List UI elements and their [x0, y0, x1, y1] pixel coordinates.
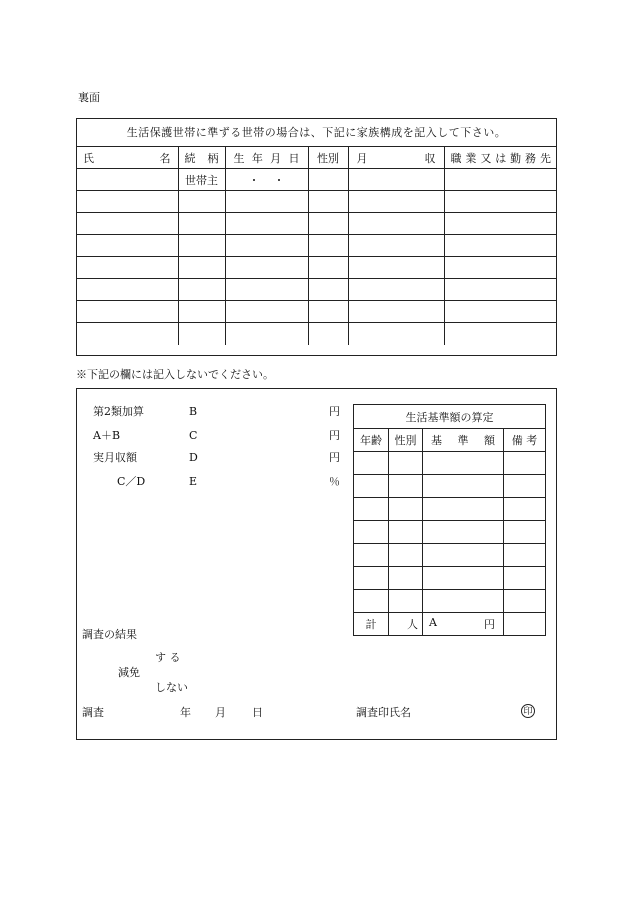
table-row [76, 323, 557, 345]
income-cell[interactable] [348, 279, 444, 301]
birthdate-cell[interactable] [225, 213, 308, 235]
income-cell[interactable] [348, 169, 444, 191]
calc-label-d: 実月収額 [93, 451, 137, 464]
gender-cell[interactable] [308, 257, 348, 279]
header-occupation: 職 業 又 は 勤 務 先 [444, 147, 557, 169]
occupation-cell[interactable] [444, 279, 557, 301]
occupation-cell[interactable] [444, 235, 557, 257]
survey-year: 年 [180, 706, 191, 719]
relation-cell[interactable] [178, 323, 225, 345]
header-amount: 基 準 額 [423, 429, 504, 452]
name-cell[interactable] [76, 191, 178, 213]
calc-label-e: C／D [117, 475, 146, 488]
header-row [76, 147, 557, 169]
page-label: 裏面 [78, 91, 100, 104]
gender-cell[interactable] [308, 301, 348, 323]
total-amount: A 円 [423, 613, 504, 636]
standard-amount-table [353, 404, 546, 636]
header-gender: 性別 [389, 429, 423, 452]
name-cell[interactable] [76, 213, 178, 235]
header-income: 月 収 [348, 147, 444, 169]
gender-cell[interactable] [308, 191, 348, 213]
seal-mark: 印 [521, 704, 535, 718]
result-shinai: しない [155, 681, 188, 694]
table-row [354, 475, 546, 498]
relation-cell[interactable] [178, 279, 225, 301]
relation-cell: 世帯主 [178, 169, 225, 191]
income-cell[interactable] [348, 257, 444, 279]
gender-cell[interactable] [308, 279, 348, 301]
calc-unit-b: 円 [329, 405, 340, 418]
occupation-cell[interactable] [444, 191, 557, 213]
table-row [76, 169, 557, 191]
name-cell[interactable] [76, 323, 178, 345]
survey-label: 調査 [82, 706, 104, 719]
name-cell[interactable] [76, 257, 178, 279]
calc-code-e: E [189, 475, 198, 488]
header-name: 氏 名 [76, 147, 178, 169]
family-table [76, 146, 557, 345]
birthdate-cell[interactable] [225, 191, 308, 213]
household-instruction: 生活保護世帯に準ずる世帯の場合は、下記に家族構成を記入して下さい。 [77, 119, 556, 147]
calc-unit-d: 円 [329, 451, 340, 464]
occupation-cell[interactable] [444, 323, 557, 345]
income-cell[interactable] [348, 235, 444, 257]
income-cell[interactable] [348, 191, 444, 213]
gender-cell[interactable] [308, 213, 348, 235]
table-row [354, 567, 546, 590]
office-use-note: ※下記の欄には記入しないでください。 [76, 368, 274, 381]
result-genmen: 減免 [118, 666, 140, 679]
seal-name-label: 調査印氏名 [356, 706, 411, 719]
table-row [76, 213, 557, 235]
table-row [76, 235, 557, 257]
relation-cell[interactable] [178, 191, 225, 213]
header-remarks: 備 考 [504, 429, 546, 452]
calc-label-b: 第2類加算 [93, 405, 144, 418]
table-row [354, 521, 546, 544]
relation-cell[interactable] [178, 213, 225, 235]
relation-cell[interactable] [178, 257, 225, 279]
relation-cell[interactable] [178, 301, 225, 323]
standard-table-title: 生活基準額の算定 [354, 405, 546, 429]
occupation-cell[interactable] [444, 213, 557, 235]
birthdate-cell[interactable] [225, 323, 308, 345]
calc-unit-e: ％ [329, 475, 340, 488]
result-title: 調査の結果 [82, 628, 137, 641]
survey-day: 日 [252, 706, 263, 719]
gender-cell[interactable] [308, 323, 348, 345]
income-cell[interactable] [348, 213, 444, 235]
header-age: 年齢 [354, 429, 389, 452]
name-cell[interactable] [76, 301, 178, 323]
table-row [354, 544, 546, 567]
birthdate-cell[interactable] [225, 257, 308, 279]
calc-code-b: B [189, 405, 198, 418]
birthdate-cell[interactable] [225, 235, 308, 257]
table-row [354, 498, 546, 521]
total-persons: 人 [389, 613, 423, 636]
birthdate-cell[interactable]: ・ ・ [225, 169, 308, 191]
name-cell[interactable] [76, 235, 178, 257]
table-row [76, 279, 557, 301]
table-row [76, 301, 557, 323]
calc-label-c: A＋B [93, 429, 121, 442]
table-row [76, 257, 557, 279]
table-row [354, 452, 546, 475]
name-cell[interactable] [76, 279, 178, 301]
header-birthdate: 生 年 月 日 [225, 147, 308, 169]
gender-cell[interactable] [308, 235, 348, 257]
header-relation: 続 柄 [178, 147, 225, 169]
calc-code-c: C [189, 429, 198, 442]
occupation-cell[interactable] [444, 301, 557, 323]
total-label: 計 [354, 613, 389, 636]
birthdate-cell[interactable] [225, 279, 308, 301]
household-table [76, 118, 557, 356]
name-cell[interactable] [76, 169, 178, 191]
income-cell[interactable] [348, 323, 444, 345]
occupation-cell[interactable] [444, 257, 557, 279]
gender-cell[interactable] [308, 169, 348, 191]
header-row [354, 429, 546, 452]
total-row [354, 613, 546, 636]
survey-month: 月 [215, 706, 226, 719]
relation-cell[interactable] [178, 235, 225, 257]
occupation-cell[interactable] [444, 169, 557, 191]
result-suru: す る [155, 651, 181, 664]
birthdate-cell[interactable] [225, 301, 308, 323]
income-cell[interactable] [348, 301, 444, 323]
header-gender: 性別 [308, 147, 348, 169]
calc-unit-c: 円 [329, 429, 340, 442]
table-row [76, 191, 557, 213]
table-row [354, 590, 546, 613]
calc-code-d: D [189, 451, 198, 464]
